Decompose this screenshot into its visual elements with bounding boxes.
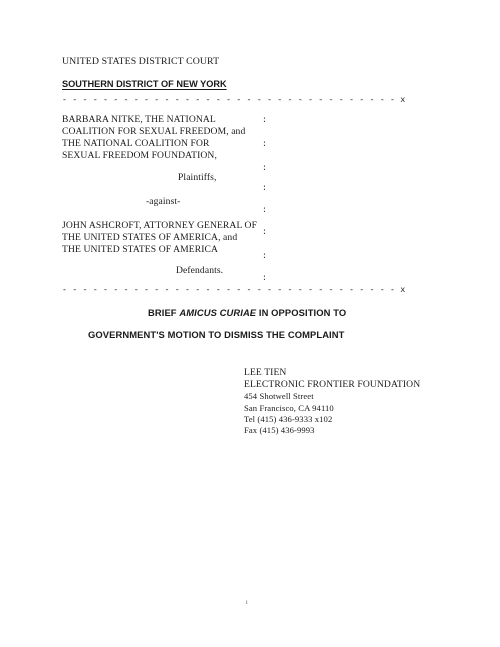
defendant-line: THE UNITED STATES OF AMERICA, and	[62, 232, 238, 243]
counsel-street: 454 Shotwell Street	[244, 391, 314, 401]
page-number: i	[246, 600, 248, 606]
counsel-organization: ELECTRONIC FRONTIER FOUNDATION	[244, 379, 421, 390]
brief-title-line-2: GOVERNMENT'S MOTION TO DISMISS THE COMPLAINT	[88, 329, 345, 340]
defendant-line: JOHN ASHCROFT, ATTORNEY GENERAL OF	[62, 220, 258, 231]
counsel-city: San Francisco, CA 94110	[244, 403, 334, 413]
brief-title-line-1	[148, 307, 346, 318]
district-name: SOUTHERN DISTRICT OF NEW YORK	[62, 79, 227, 89]
caption-colon: :	[262, 274, 267, 283]
plaintiff-line: BARBARA NITKE, THE NATIONAL	[62, 114, 216, 125]
defendant-line: THE UNITED STATES OF AMERICA	[62, 244, 219, 255]
defendants-role: Defendants.	[176, 265, 224, 276]
caption-separator-top: - - - - - - - - - - - - - - - - - - - - - - - - - - - - - - - - - x	[62, 95, 406, 105]
caption-colon: :	[262, 206, 267, 215]
plaintiffs-role: Plaintiffs,	[178, 172, 217, 183]
caption-colon: :	[262, 184, 267, 193]
counsel-name: LEE TIEN	[244, 367, 287, 378]
caption-colon: :	[262, 228, 267, 237]
versus-label: -against-	[146, 196, 181, 207]
caption-colon: :	[262, 252, 267, 261]
brief-title-suffix: IN OPPOSITION TO	[258, 307, 347, 318]
counsel-phone: Tel (415) 436-9333 x102	[244, 414, 333, 424]
caption-colon: :	[262, 164, 267, 173]
caption-separator-bottom: - - - - - - - - - - - - - - - - - - - - - - - - - - - - - - - - - x	[62, 285, 406, 295]
caption-colon: :	[262, 140, 267, 149]
plaintiff-line: COALITION FOR SEXUAL FREEDOM, and	[62, 126, 246, 137]
brief-title-italic: AMICUS CURIAE	[179, 307, 257, 318]
caption-colon: :	[262, 116, 267, 125]
brief-title-prefix: BRIEF	[148, 307, 177, 318]
court-name: UNITED STATES DISTRICT COURT	[62, 56, 220, 67]
plaintiff-line: SEXUAL FREEDOM FOUNDATION,	[62, 150, 217, 161]
plaintiff-line: THE NATIONAL COALITION FOR	[62, 138, 210, 149]
counsel-fax: Fax (415) 436-9993	[244, 425, 315, 435]
